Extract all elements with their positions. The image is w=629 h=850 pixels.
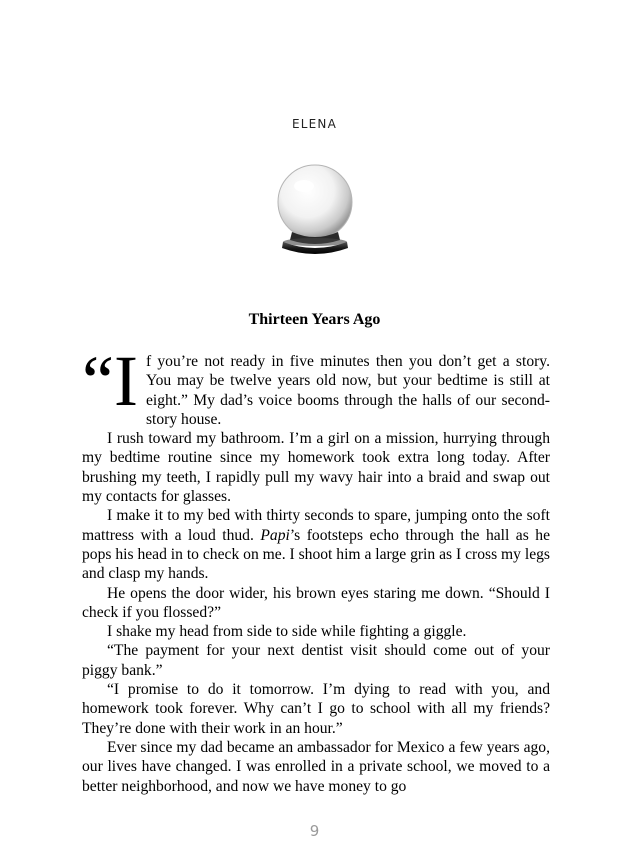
paragraph: I rush toward my bathroom. I’m a girl on a mission, hurrying through my bedtime routine since my homework took extra long today. After brushing my teeth, I rapidly pull my wavy hair into a braid and swap out my contacts for glasses. <box>82 430 550 506</box>
paragraph <box>82 506 550 583</box>
emphasis-text: Papi <box>260 526 290 544</box>
paragraph: Ever since my dad became an ambassador for Mexico a few years ago, our lives have changed. I was enrolled in a private school, we moved to a better neighborhood, and now we have money to go <box>82 738 550 795</box>
page-number: 9 <box>309 822 320 840</box>
pov-character-heading: ELENA <box>291 117 338 131</box>
paragraph: “I promise to do it tomorrow. I’m dying to read with you, and homework took forever. Why can’t I go to school with all my friends? They’re done with their work in an hour.” <box>82 681 550 737</box>
chapter-title: Thirteen Years Ago <box>248 311 381 328</box>
crystal-ball-icon <box>270 162 360 257</box>
chapter-body <box>82 341 550 796</box>
paragraph: “The payment for your next dentist visit should come out of your piggy bank.” <box>82 642 550 679</box>
paragraph: He opens the door wider, his brown eyes staring me down. “Should I check if you flossed?” <box>82 584 550 621</box>
paragraph <box>82 341 550 429</box>
paragraph-text: ’s footsteps echo through the hall as he pops his head in to check on me. I shoot him a large grin as I cross my legs and clasp my hands. <box>82 526 550 583</box>
paragraph: I shake my head from side to side while fighting a giggle. <box>107 623 467 641</box>
drop-cap: “I <box>82 341 138 421</box>
paragraph-text: f you’re not ready in five minutes then you don’t get a story. You may be twelve years old now, but your bedtime is still at eight.” My dad’s voice booms through the halls of our second-story house. <box>145 353 550 428</box>
paragraph-text: I make it to my bed with thirty seconds to spare, jumping onto the soft mattress with a loud thud. <box>82 507 550 544</box>
